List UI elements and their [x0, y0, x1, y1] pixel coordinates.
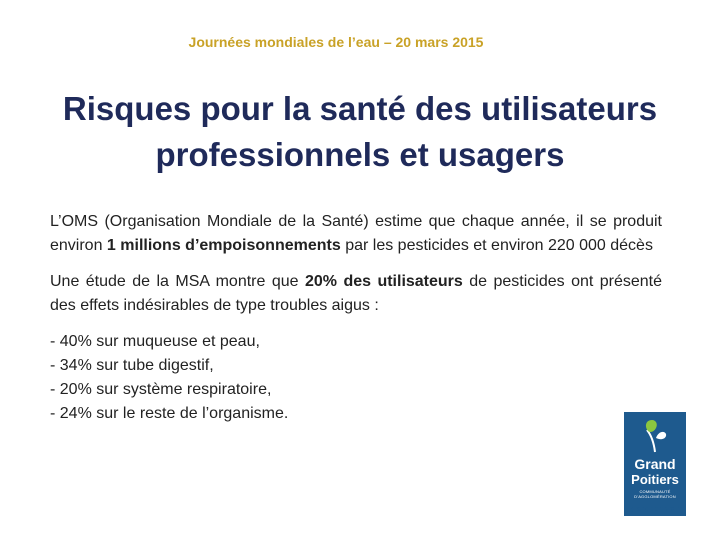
- list-item: - 24% sur le reste de l’organisme.: [50, 405, 289, 422]
- paragraph-msa-pre: Une étude de la MSA montre que: [50, 273, 305, 290]
- logo-url: grandpoitiers.fr: [630, 506, 682, 513]
- paragraph-msa-bold: 20% des utilisateurs: [304, 273, 463, 290]
- effects-list: [50, 330, 662, 426]
- leaf-icon: [642, 418, 668, 454]
- paragraph-oms-pre: L’OMS (Organisation Mondiale de la Santé) estime que chaque année, il se produit environ: [50, 213, 662, 254]
- paragraph-msa: [50, 270, 662, 318]
- logo-text-grand: Grand: [634, 456, 676, 472]
- slide-body: [50, 210, 662, 426]
- paragraph-oms-bold: 1 millions d’empoisonnements: [106, 237, 341, 254]
- list-item: - 40% sur muqueuse et peau,: [50, 333, 260, 350]
- slide-title: [20, 86, 700, 178]
- logo-text-poitiers: Poitiers: [631, 472, 679, 487]
- title-line-2: professionnels et usagers: [155, 136, 565, 173]
- title-line-1: Risques pour la santé des utilisateurs: [62, 90, 658, 127]
- list-item: - 34% sur tube digestif,: [50, 357, 214, 374]
- grand-poitiers-logo: [624, 412, 686, 516]
- slide-header: Journées mondiales de l’eau – 20 mars 2015: [188, 34, 484, 50]
- paragraph-oms-post: par les pesticides et environ 220 000 décès: [340, 237, 653, 254]
- paragraph-oms: [50, 210, 662, 258]
- list-item: - 20% sur système respiratoire,: [50, 381, 272, 398]
- logo-tagline: COMMUNAUTÉ D'AGGLOMÉRATION: [634, 489, 676, 499]
- paragraph-msa-post: de pesticides ont présenté des effets indésirables de type troubles aigus :: [50, 273, 663, 314]
